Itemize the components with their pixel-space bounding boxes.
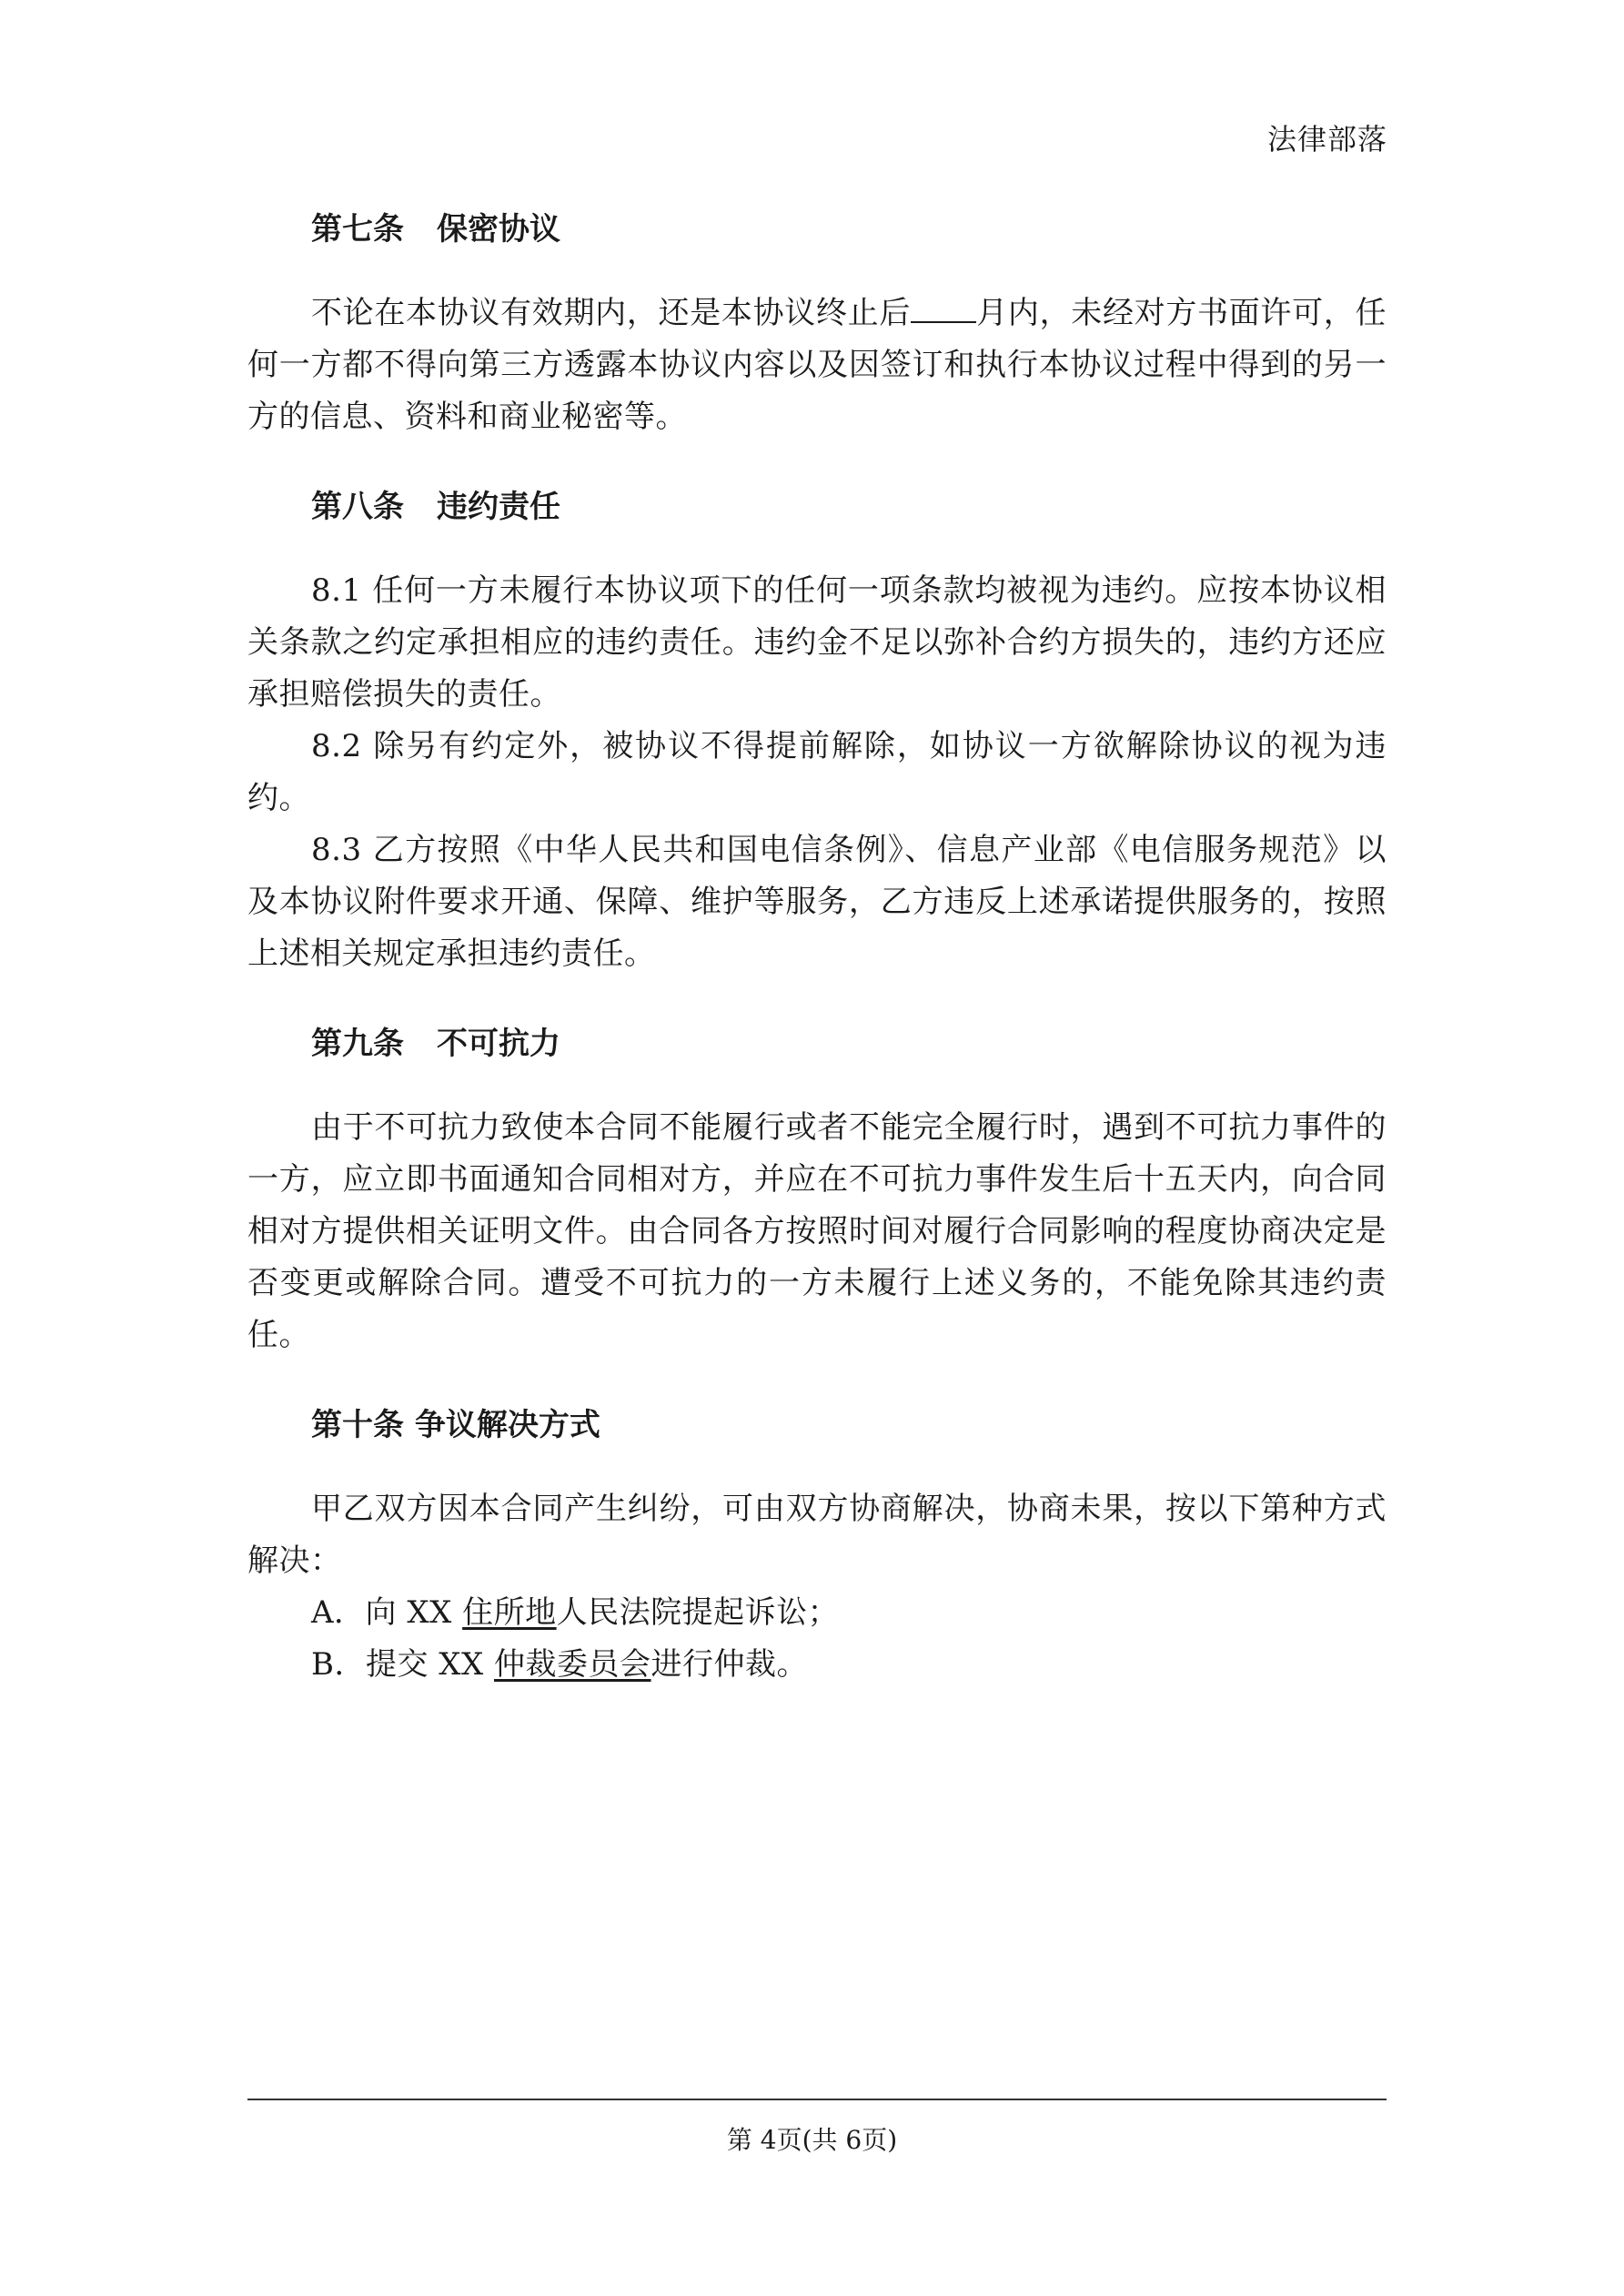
article-7-paragraph: 不论在本协议有效期内，还是本协议终止后 月内，未经对方书面许可，任何一方都不得向第三方透露本协议内容以及因签订和执行本协议过程中得到的另一方的信息、资料和商业秘密等。 bbox=[247, 295, 1387, 435]
article-8-title bbox=[247, 480, 1387, 534]
blank-months-field bbox=[911, 294, 976, 323]
article-10-paragraph: 甲乙双方因本合同产生纠纷，可由双方协商解决，协商未果，按以下第种方式解决： bbox=[247, 1491, 1387, 1579]
article-9-name: 不可抗力 bbox=[437, 1026, 560, 1062]
article-8-number: 第八条 bbox=[311, 489, 404, 525]
footer-divider bbox=[247, 2099, 1387, 2100]
article-7-number: 第七条 bbox=[311, 211, 404, 248]
article-8-3: 8.3 乙方按照《中华人民共和国电信条例》、信息产业部《电信服务规范》以及本协议附件要求开通、保障、维护等服务，乙方违反上述承诺提供服务的，按照上述相关规定承担违约责任。 bbox=[247, 832, 1387, 972]
page-number: 第 4页(共 6页) bbox=[726, 2125, 898, 2155]
header-brand: 法律部落 bbox=[1266, 122, 1387, 157]
article-7-title bbox=[247, 202, 1387, 257]
article-9-paragraph: 由于不可抗力致使本合同不能履行或者不能完全履行时，遇到不可抗力事件的一方，应立即书面通知合同相对方，并应在不可抗力事件发生后十五天内，向合同相对方提供相关证明文件。由合同各方按照时间对履行合同影响的程度协商决定是否变更或解除合同。遭受不可抗力的一方未履行上述义务的，不能免除其违约责任。 bbox=[247, 1109, 1387, 1353]
article-9-title bbox=[247, 1017, 1387, 1071]
article-10-title: 第十条 争议解决方式 bbox=[311, 1407, 600, 1443]
article-9-number: 第九条 bbox=[311, 1026, 404, 1062]
article-8-2: 8.2 除另有约定外，被协议不得提前解除，如协议一方欲解除协议的视为违约。 bbox=[247, 728, 1387, 816]
article-10-option-a: A．向 XX 住所地人民法院提起诉讼； bbox=[311, 1594, 840, 1631]
article-7-name: 保密协议 bbox=[437, 211, 560, 248]
option-b-venue: 仲裁委员会 bbox=[494, 1646, 651, 1683]
article-8-name: 违约责任 bbox=[437, 489, 560, 525]
option-a-venue: 住所地 bbox=[462, 1594, 557, 1631]
article-10-option-b: B．提交 XX 仲裁委员会进行仲裁。 bbox=[311, 1646, 809, 1683]
article-8-1: 8.1 任何一方未履行本协议项下的任何一项条款均被视为违约。应按本协议相关条款之约定承担相应的违约责任。违约金不足以弥补合约方损失的，违约方还应承担赔偿损失的责任。 bbox=[247, 572, 1387, 713]
document-body bbox=[247, 202, 1387, 1691]
